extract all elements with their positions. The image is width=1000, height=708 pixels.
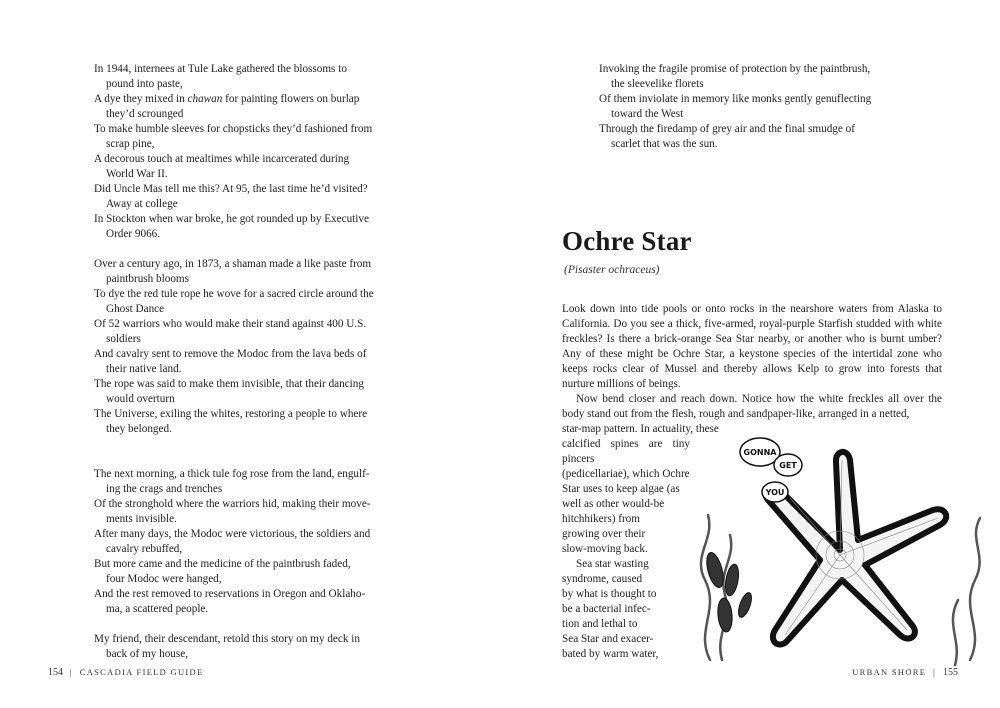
poem-line: four Modoc were hanged, xyxy=(106,573,222,585)
poem-line: My friend, their descendant, retold this story on my deck in xyxy=(94,633,360,645)
right-footer-separator: | xyxy=(933,667,937,677)
poem-line: would overturn xyxy=(106,393,175,405)
left-footer xyxy=(48,667,203,678)
poem-line: toward the West xyxy=(611,108,684,120)
poem-line: The next morning, a thick tule fog rose from the land, engulf- xyxy=(94,468,370,480)
bubble-you: YOU xyxy=(765,488,785,497)
poem-line: And cavalry sent to remove the Modoc from the lava beds of xyxy=(94,348,367,360)
poem-line: Over a century ago, in 1873, a shaman made a like paste from xyxy=(94,258,372,270)
poem-line: ing the crags and trenches xyxy=(106,483,223,495)
poem-line: Ghost Dance xyxy=(106,303,165,315)
poem-line: In Stockton when war broke, he got rounded up by Executive xyxy=(94,213,369,225)
narrow-column-line: Sea star wasting xyxy=(576,558,649,570)
latin-name: (Pisaster ochraceus) xyxy=(564,264,660,276)
right-page xyxy=(500,0,1000,708)
right-footer xyxy=(852,667,958,678)
poem-line: Did Uncle Mas tell me this? At 95, the last time he’d visited? xyxy=(94,183,368,195)
poem-line: The rope was said to make them invisible, that their dancing xyxy=(94,378,364,390)
paragraph-1: Look down into tide pools or onto rocks in the nearshore waters from Alaska to California. Do you see a thick, five-armed, royal-purple Starfish studded with white freckles? Is there a brick-orange Sea Star nearby, or another who is burnt umber? Any of these might be Ochre Star, a keystone species of the intertidal zone who keeps rocks clear of Mussel and thereby allows Kelp to grow into forests that nurture millions of beings. xyxy=(562,303,942,390)
poem-line: To make humble sleeves for chopsticks they’d fashioned from xyxy=(94,123,373,135)
poem-line: back of my house, xyxy=(106,648,189,660)
poem-line: paintbrush blooms xyxy=(106,273,189,285)
entry-title: Ochre Star xyxy=(562,226,692,256)
poem-line: Of 52 warriors who would make their stand against 400 U.S. xyxy=(94,318,367,330)
narrow-column-line: (pedicellariae), which Ochre xyxy=(562,468,690,480)
stanza-break xyxy=(94,437,424,452)
poem-right xyxy=(599,62,929,152)
right-page-number: 155 xyxy=(943,667,958,678)
narrow-column-line: calcified spines are tiny pincers xyxy=(562,438,690,465)
bubble-get: GET xyxy=(779,461,797,470)
poem-line: And the rest removed to reservations in Oregon and Oklaho- xyxy=(94,588,366,600)
narrow-column-line: growing over their xyxy=(562,528,646,540)
narrow-column-line: star-map pattern. In actuality, these xyxy=(562,423,719,435)
poem-line: The Universe, exiling the whites, restoring a people to where xyxy=(94,408,368,420)
poem-line: World War II. xyxy=(106,168,168,180)
narrow-column-line: well as other would-be xyxy=(562,498,665,510)
bubble-gonna: GONNA xyxy=(743,448,777,457)
book-title: CASCADIA FIELD GUIDE xyxy=(79,667,204,677)
poem-line: Through the firedamp of grey air and the final smudge of xyxy=(599,123,855,135)
poem-line: Of them inviolate in memory like monks gently genuflecting xyxy=(599,93,872,105)
paragraph-2: Now bend closer and reach down. Notice how the white freckles all over the body stand out from the flesh, rough and sandpaper-like, arranged in a netted, xyxy=(562,393,942,420)
section-title: URBAN SHORE xyxy=(852,667,927,677)
poem-line: Order 9066. xyxy=(106,228,161,240)
poem-line: In 1944, internees at Tule Lake gathered the blossoms to xyxy=(94,63,347,75)
narrow-column-line: by what is thought to xyxy=(562,588,657,600)
narrow-column-line: tion and lethal to xyxy=(562,618,638,630)
poem-line: To dye the red tule rope he wove for a sacred circle around the xyxy=(94,288,374,300)
poem-line: After many days, the Modoc were victorious, the soldiers and xyxy=(94,528,371,540)
poem-line: pound into paste, xyxy=(106,78,183,90)
poem-left xyxy=(94,62,424,662)
poem-line: scrap pine, xyxy=(106,138,155,150)
poem-line: scarlet that was the sun. xyxy=(611,138,718,150)
left-footer-separator: | xyxy=(69,667,73,677)
poem-line: Of the stronghold where the warriors hid, making their move- xyxy=(94,498,371,510)
entry-prose xyxy=(562,302,942,422)
poem-line: Invoking the fragile promise of protection by the paintbrush, xyxy=(599,63,871,75)
poem-line: they’d scrounged xyxy=(106,108,184,120)
narrow-column-line: Star uses to keep algae (as xyxy=(562,483,680,495)
poem-line: ments invisible. xyxy=(106,513,177,525)
stanza-break xyxy=(94,242,424,257)
poem-line: cavalry rebuffed, xyxy=(106,543,183,555)
sea-star-illustration xyxy=(670,430,1000,670)
poem-line: Away at college xyxy=(106,198,178,210)
poem-line: A dye they mixed in chawan for painting flowers on burlap xyxy=(94,93,360,105)
narrow-column-line: Sea Star and exacer- xyxy=(562,633,654,645)
stanza-break xyxy=(94,617,424,632)
stanza-break xyxy=(94,452,424,467)
left-page-number: 154 xyxy=(48,667,63,678)
narrow-column-line: syndrome, caused xyxy=(562,573,643,585)
poem-line: ma, a scattered people. xyxy=(106,603,209,615)
poem-line: their native land. xyxy=(106,363,182,375)
narrow-column-line: hitchhikers) from xyxy=(562,513,640,525)
poem-line: A decorous touch at mealtimes while incarcerated during xyxy=(94,153,350,165)
poem-line: they belonged. xyxy=(106,423,172,435)
narrow-column-line: bated by warm water, xyxy=(562,648,659,660)
poem-line: soldiers xyxy=(106,333,141,345)
poem-line: the sleevelike florets xyxy=(611,78,704,90)
poem-line: But more came and the medicine of the paintbrush faded, xyxy=(94,558,351,570)
narrow-column-line: slow-moving back. xyxy=(562,543,648,555)
narrow-column-line: be a bacterial infec- xyxy=(562,603,651,615)
